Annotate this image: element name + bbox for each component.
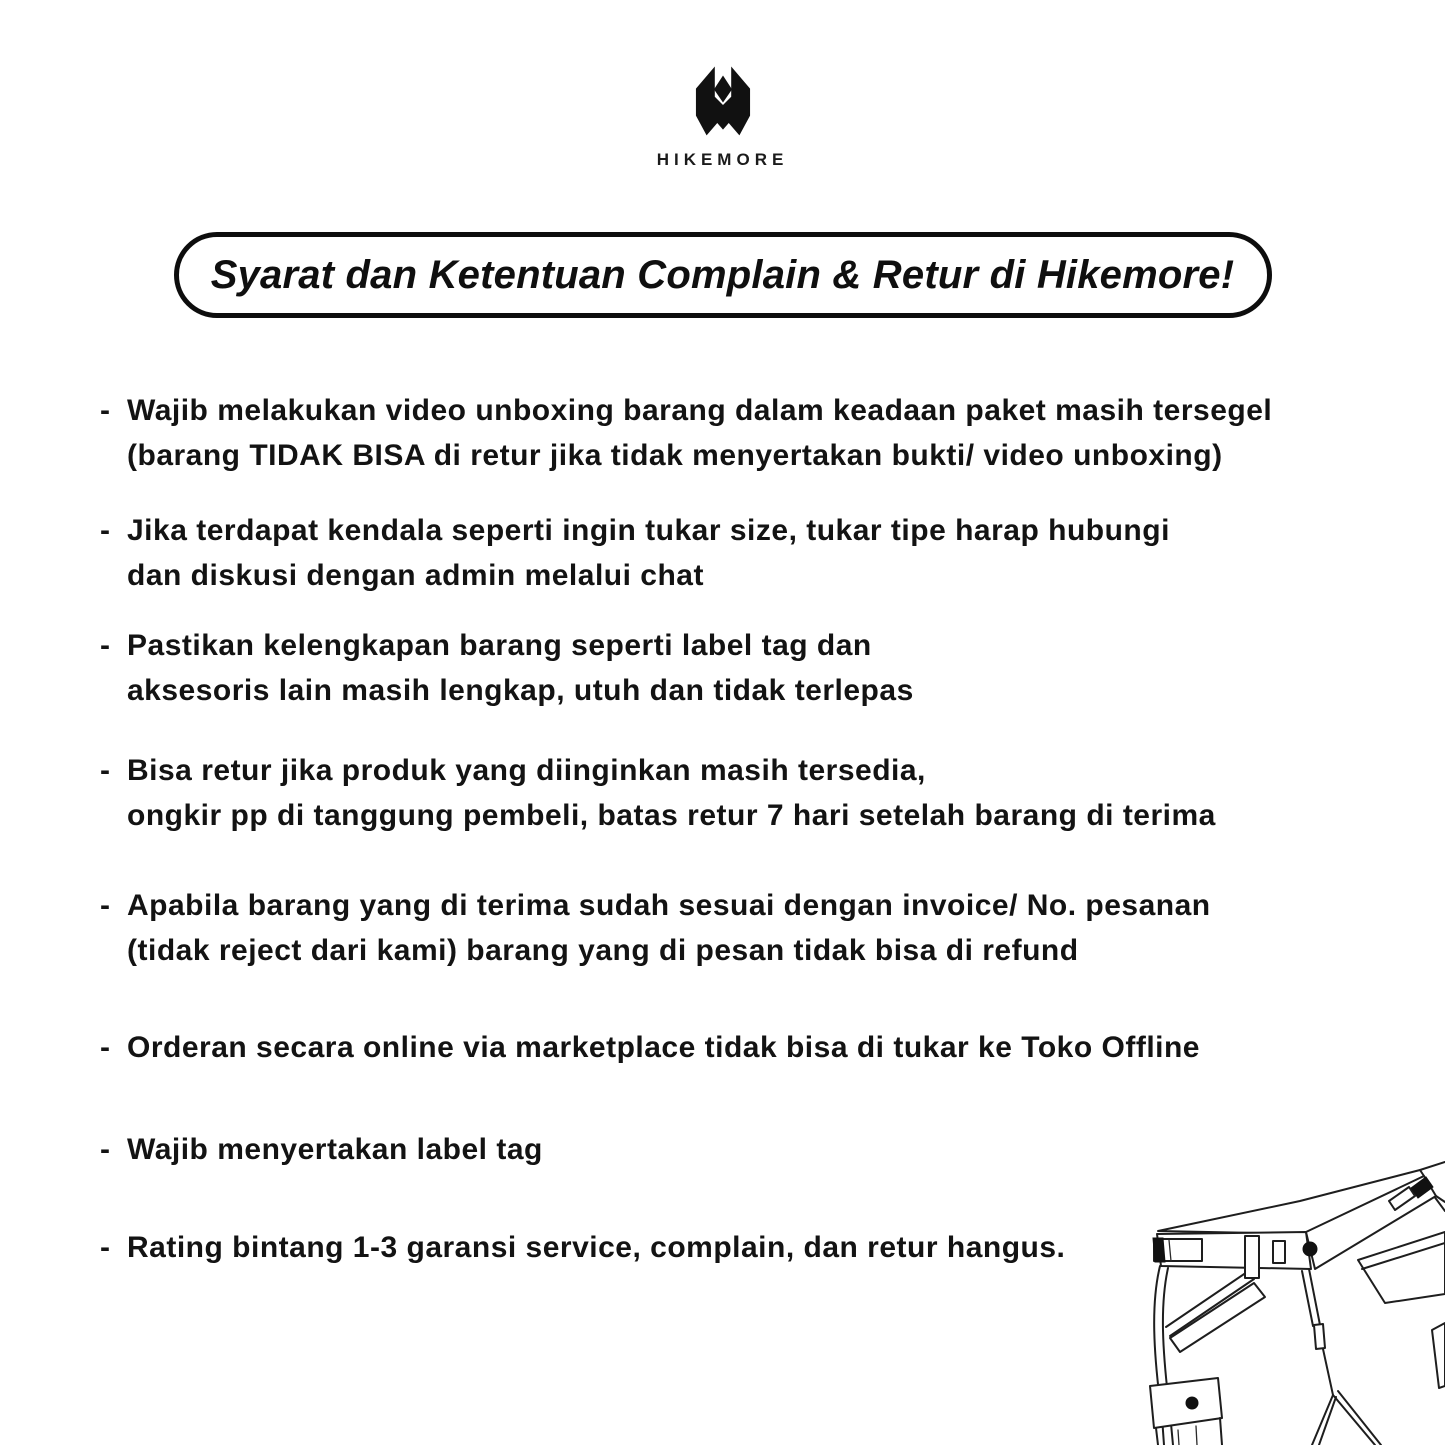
bullet-marker: -	[100, 1231, 111, 1264]
bullet-line: Rating bintang 1-3 garansi service, complain, dan retur hangus.	[127, 1231, 1066, 1264]
term-item	[100, 388, 1405, 478]
bullet-marker: -	[100, 394, 111, 427]
bullet-lines	[127, 508, 1405, 598]
title-banner	[174, 232, 1272, 318]
terms-list	[100, 388, 1405, 1270]
bullet-lines	[127, 883, 1405, 973]
term-item	[100, 623, 1405, 713]
bullet-lines	[127, 748, 1405, 838]
bullet-line: dan diskusi dengan admin melalui chat	[127, 559, 704, 592]
bullet-lines	[127, 1025, 1405, 1070]
bullet-line: Orderan secara online via marketplace tidak bisa di tukar ke Toko Offline	[127, 1031, 1200, 1064]
bullet-line: Wajib melakukan video unboxing barang dalam keadaan paket masih tersegel	[127, 394, 1273, 427]
hikemore-logo-icon	[682, 64, 764, 146]
bullet-line: Pastikan kelengkapan barang seperti label tag dan	[127, 629, 872, 662]
bullet-marker: -	[100, 889, 111, 922]
cargo-pants-sketch-icon	[1133, 1155, 1445, 1445]
page-title: Syarat dan Ketentuan Complain & Retur di Hikemore!	[210, 252, 1235, 297]
bullet-marker: -	[100, 754, 111, 787]
bullet-lines	[127, 388, 1405, 478]
bullet-line: (tidak reject dari kami) barang yang di pesan tidak bisa di refund	[127, 934, 1079, 967]
bullet-line: aksesoris lain masih lengkap, utuh dan tidak terlepas	[127, 674, 914, 707]
pants-illustration	[1133, 1155, 1445, 1445]
bullet-marker: -	[100, 1133, 111, 1166]
term-item	[100, 883, 1405, 973]
term-item	[100, 1025, 1405, 1070]
bullet-marker: -	[100, 629, 111, 662]
bullet-line: Bisa retur jika produk yang diinginkan masih tersedia,	[127, 754, 926, 787]
brand-name: HIKEMORE	[656, 150, 789, 169]
term-item	[100, 748, 1405, 838]
bullet-lines	[127, 623, 1405, 713]
bullet-line: Wajib menyertakan label tag	[127, 1133, 543, 1166]
bullet-line: ongkir pp di tanggung pembeli, batas retur 7 hari setelah barang di terima	[127, 799, 1216, 832]
term-item	[100, 508, 1405, 598]
brand-header	[0, 64, 1445, 170]
bullet-line: (barang TIDAK BISA di retur jika tidak menyertakan bukti/ video unboxing)	[127, 439, 1223, 472]
bullet-marker: -	[100, 1031, 111, 1064]
bullet-marker: -	[100, 514, 111, 547]
bullet-line: Jika terdapat kendala seperti ingin tukar size, tukar tipe harap hubungi	[127, 514, 1170, 547]
bullet-line: Apabila barang yang di terima sudah sesuai dengan invoice/ No. pesanan	[127, 889, 1211, 922]
